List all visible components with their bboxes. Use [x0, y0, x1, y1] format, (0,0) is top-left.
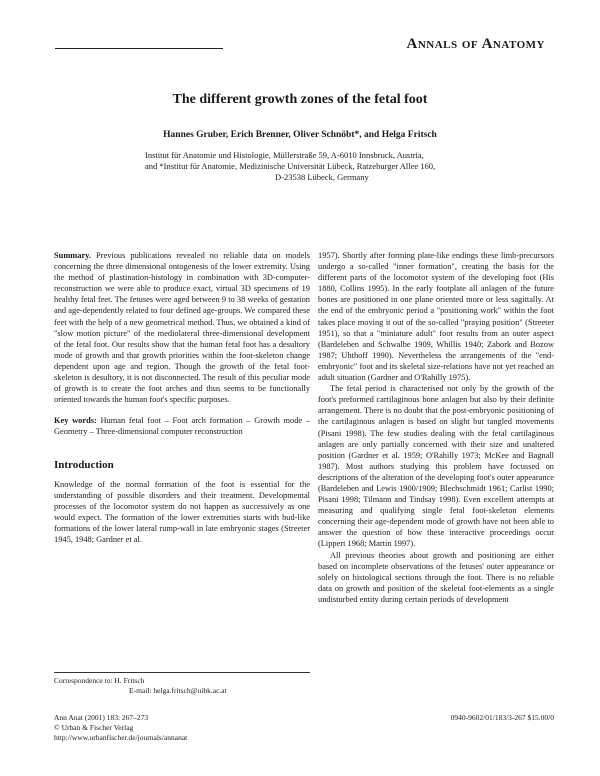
footer-url[interactable]: http://www.urbanfischer.de/journals/annanat [54, 733, 188, 742]
affiliation-line: Institut für Anatomie und Histologie, Müllerstraße 59, A-6010 Innsbruck, Austria, [145, 150, 424, 160]
keywords-label: Key words: [54, 416, 97, 426]
article-authors: Hannes Gruber, Erich Brenner, Oliver Schnöbt*, and Helga Fritsch [163, 130, 437, 140]
summary-paragraph [54, 250, 310, 405]
keywords-paragraph [54, 415, 310, 437]
keywords-text: Human fetal foot – Foot arch formation – Growth mode – Geometry – Three-dimensional computer reconstruction [54, 416, 311, 437]
section-heading-introduction: Introduction [54, 458, 114, 471]
right-column [318, 250, 554, 605]
affiliation [145, 150, 485, 183]
correspondence-line: Correspondence to: H. Fritsch [54, 676, 145, 685]
footer-publisher: © Urban & Fischer Verlag [54, 723, 134, 732]
footer-left [54, 713, 304, 743]
journal-name: Annals of Anatomy [406, 36, 545, 52]
footer-citation: Ann Anat (2001) 183: 267–273 [54, 713, 149, 722]
left-column [54, 250, 310, 545]
summary-text: Previous publications revealed no reliable data on models concerning the three dimensional ontogenesis of the lower extremity. Using the method of plastination-histology in combination with 3D-computer-reconstruction we were able to produce exact, virtual 3D specimens of 19 healthy fetal feet. The fetuses were aged between 9 to 38 weeks of gestation and age-dependently related to four defined age-groups. We compared these feet with the help of a new geometrical method. Thus, we obtained a kind of "slow motion picture" of the mediolateral three-dimensional development of the fetal foot. Our results show that the human fetal foot has a desultory mode of growth and that growth priorities within the foot-skeleton change dependent upon age and region. Though the growth of the fetal foot-skeleton is desultory, it is not disconnected. The result of this peculiar mode of growth is to create the foot arches and thus seems to be functionally oriented towards the human foot's specific purposes. [54, 251, 310, 405]
summary-label: Summary. [54, 251, 91, 260]
correspondence-email: E-mail: helga.fritsch@uibk.ac.at [129, 686, 227, 695]
footer-issn: 0940-9602/01/183/3-267 $15.00/0 [450, 713, 554, 722]
article-title: The different growth zones of the fetal foot [172, 92, 428, 107]
correspondence-note [54, 672, 310, 696]
intro-paragraph: Knowledge of the normal formation of the foot is essential for the understanding of possible disorders and their treatment. Developmental processes of the locomotor system do not happen as successively as one would expect. The formation of the lower extremities starts with bud-like formations of the lower lateral rump-wall in late embryonic stages (Streeter 1945, 1948; Gardner et al. [54, 479, 310, 545]
affiliation-line: and *Institut für Anatomie, Medizinische Universität Lübeck, Ratzeburger Allee 160, [145, 161, 436, 171]
journal-header [55, 36, 545, 60]
body-paragraph: 1957). Shortly after forming plate-like endings these limb-precursors undergo a so-called "inner formation", creating the basis for the different parts of the locomotor system of the developing foot (His 1880, Collins 1995). In the early footplate all anlagen of the future bones are positioned in one plane oriented more or less sagittally. At the end of the embryonic period a "positioning work" within the foot takes place moving it out of the so-called "praying position" (Streeter 1951), so that a "miniature adult" foot results from an outer aspect (Bardeleben and Schwalbe 1909, Whillis 1940; Zabork and Bozow 1987; Uhthoff 1990). Nevertheless the arrangements of the "end-embryonic" foot and its skeletal size-relations have not yet reached an adult situation (Gardner and O'Rahilly 1975). [318, 251, 554, 383]
body-paragraph: The fetal period is characterised not only by the growth of the foot's preformed cartilaginous bone anlagen but also by their definite arrangement. There is no doubt that the post-embryonic positioning of the cartilaginous anlagen is based on slight but tangled movements (Pisani 1998). The few studies dealing with the fetal cartilaginous anlagen are only partially concerned with their size and unaltered position (Gardner et al. 1959; O'Rahilly 1973; McKee and Bagnall 1987). Most authors studying this problem have focussed on descriptions of the alteration of the developing foot's outer appearance (Bardeleben and Lewis 1900/1909; Blechschmidt 1961; Carlist 1990; Pisani 1998; Tilmann and Tindsay 1998). Even excellent attempts at measuring and qualifying single fetal foot-skeleton elements concerning their age-dependent mode of growth have not been able to answer the question of how these interactive proceedings occur (Lippert 1968; Martin 1997). [318, 384, 554, 549]
header-rule [55, 48, 223, 49]
affiliation-line: D-23538 Lübeck, Germany [275, 172, 369, 182]
body-paragraph: All previous theories about growth and positioning are either based on incomplete observations of the fetuses' outer appearance or solely on histological sections through the foot. There is no reliable data on growth and position of the skeletal foot-elements as a single undisturbed entity during certain periods of development [318, 550, 554, 604]
